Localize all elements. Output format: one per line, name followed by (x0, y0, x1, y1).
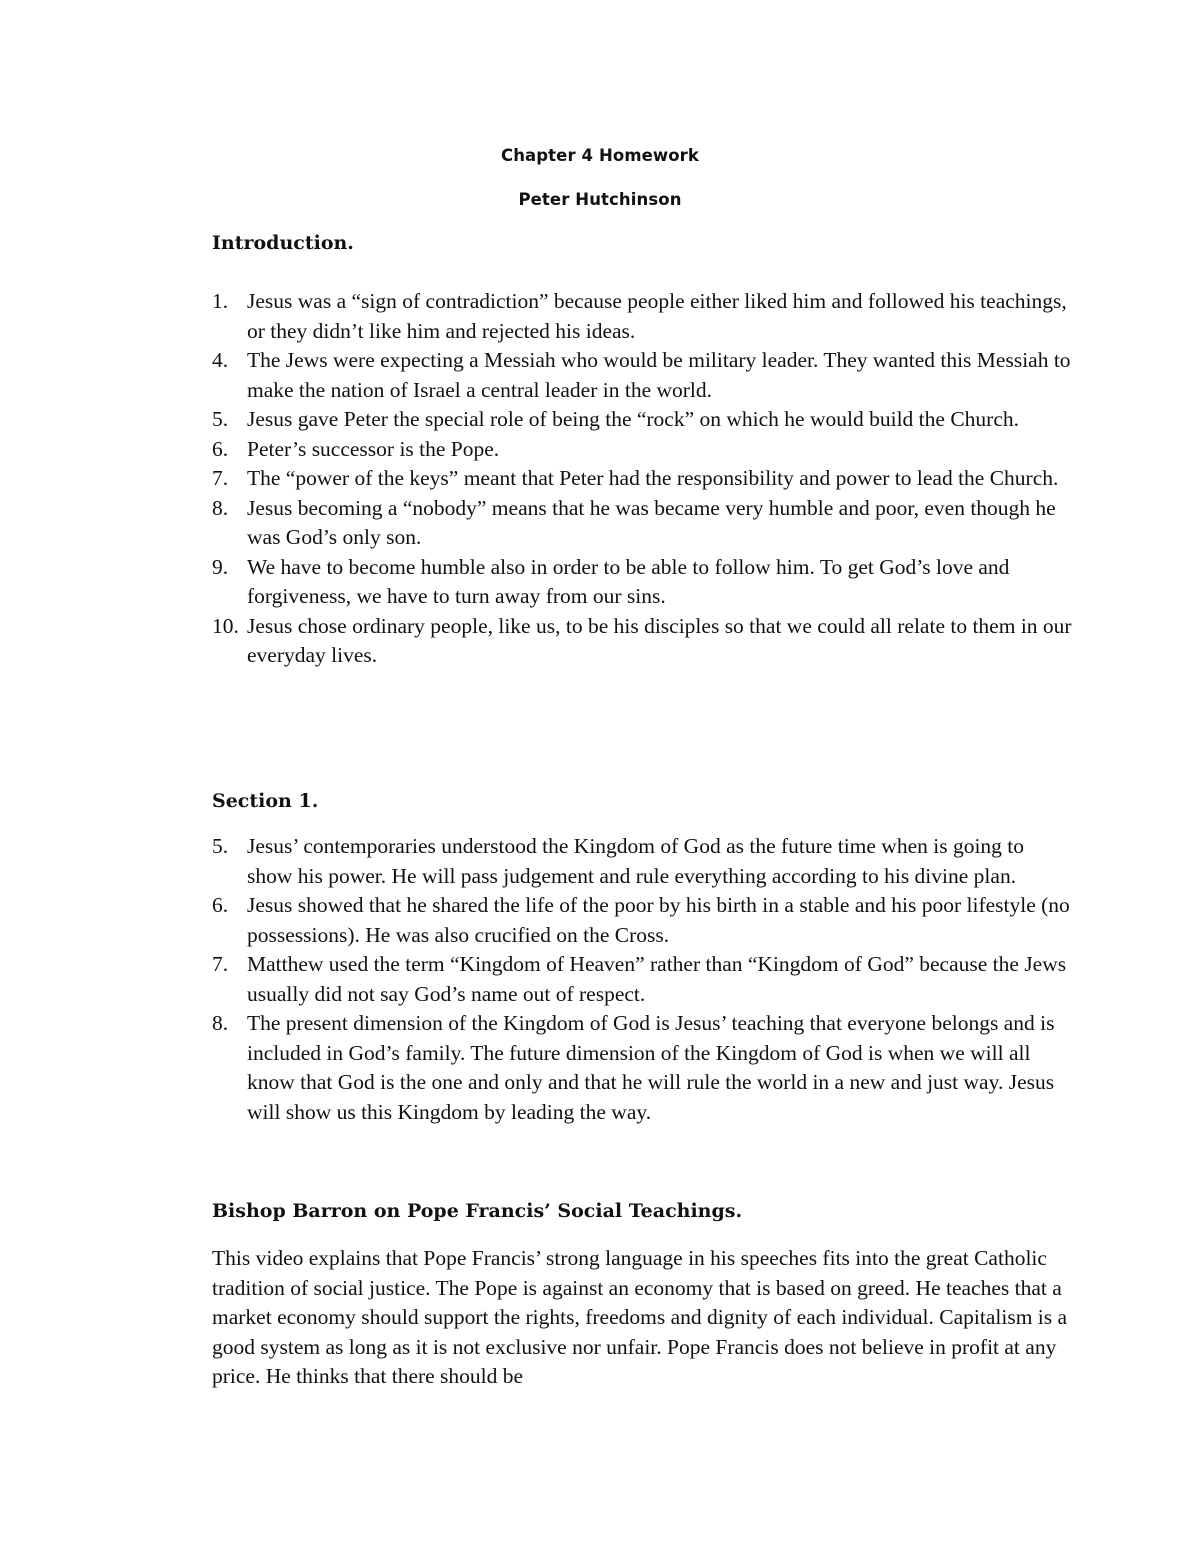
document-title: Chapter 4 Homework (500, 146, 699, 165)
item-number: 7. (212, 466, 229, 490)
list-item (212, 1009, 1072, 1127)
item-number: 9. (212, 554, 229, 579)
item-number: 6. (212, 893, 229, 917)
item-text: Peter’s successor is the Pope. (247, 436, 500, 461)
list-item (212, 287, 1072, 346)
item-text: Matthew used the term “Kingdom of Heaven” rather than “Kingdom of God” because the Jews usually did not say God’s name out of respect. (247, 952, 1067, 1006)
list-item (212, 494, 1072, 553)
list-item (212, 405, 1072, 435)
item-number: 7. (212, 952, 229, 976)
item-text: Jesus showed that he shared the life of the poor by his birth in a stable and his poor lifestyle (no possessions). He was also crucified on the Cross. (247, 893, 1070, 947)
list-item (212, 346, 1072, 405)
barron-section-heading: Bishop Barron on Pope Francis’ Social Teachings. (212, 1200, 743, 1222)
item-text: The present dimension of the Kingdom of God is Jesus’ teaching that everyone belongs and is included in God’s family. The future dimension of the Kingdom of God is when we will all know that God is the one and only and that he will rule the world in a new and just way. Jesus will show us this Kingdom by leading the way. (247, 1011, 1055, 1124)
item-text: Jesus becoming a “nobody” means that he was became very humble and poor, even though he was God’s only son. (247, 495, 1056, 549)
author-name: Peter Hutchinson (518, 190, 682, 209)
item-text: The Jews were expecting a Messiah who would be military leader. They wanted this Messiah to make the nation of Israel a central leader in the world. (247, 348, 1071, 402)
barron-summary-paragraph: This video explains that Pope Francis’ strong language in his speeches fits into the great Catholic tradition of social justice. The Pope is against an economy that is based on greed. He teaches that a market economy should support the rights, freedoms and dignity of each individual. Capitalism is a good system as long as it is not exclusive nor unfair. Pope Francis does not believe in profit at any price. He thinks that there should be (212, 1246, 1068, 1388)
item-number: 8. (212, 495, 229, 520)
item-text: Jesus was a “sign of contradiction” because people either liked him and followed his teachings, or they didn’t like him and rejected his ideas. (247, 289, 1067, 343)
item-number: 6. (212, 436, 229, 461)
list-item (212, 832, 1072, 891)
introduction-answer-list (212, 287, 1072, 671)
item-number: 5. (212, 834, 229, 858)
item-number: 5. (212, 407, 229, 431)
list-item (212, 435, 1072, 465)
item-number: 10. (212, 613, 239, 638)
list-item (212, 612, 1072, 671)
item-text: Jesus chose ordinary people, like us, to be his disciples so that we could all relate to them in our everyday lives. (247, 613, 1072, 667)
item-number: 4. (212, 348, 229, 372)
item-number: 1. (212, 289, 229, 313)
section1-heading: Section 1. (212, 790, 319, 812)
item-number: 8. (212, 1011, 229, 1035)
list-item (212, 891, 1072, 950)
item-text: Jesus gave Peter the special role of being the “rock” on which he would build the Church. (247, 407, 1019, 431)
introduction-heading: Introduction. (212, 232, 354, 254)
item-text: Jesus’ contemporaries understood the Kingdom of God as the future time when is going to show his power. He will pass judgement and rule everything according to his divine plan. (247, 834, 1025, 888)
item-text: The “power of the keys” meant that Peter had the responsibility and power to lead the Church. (247, 466, 1059, 490)
list-item (212, 950, 1072, 1009)
section1-answer-list (212, 832, 1072, 1127)
list-item (212, 464, 1072, 494)
item-text: We have to become humble also in order to be able to follow him. To get God’s love and forgiveness, we have to turn away from our sins. (247, 554, 1010, 608)
list-item (212, 553, 1072, 612)
